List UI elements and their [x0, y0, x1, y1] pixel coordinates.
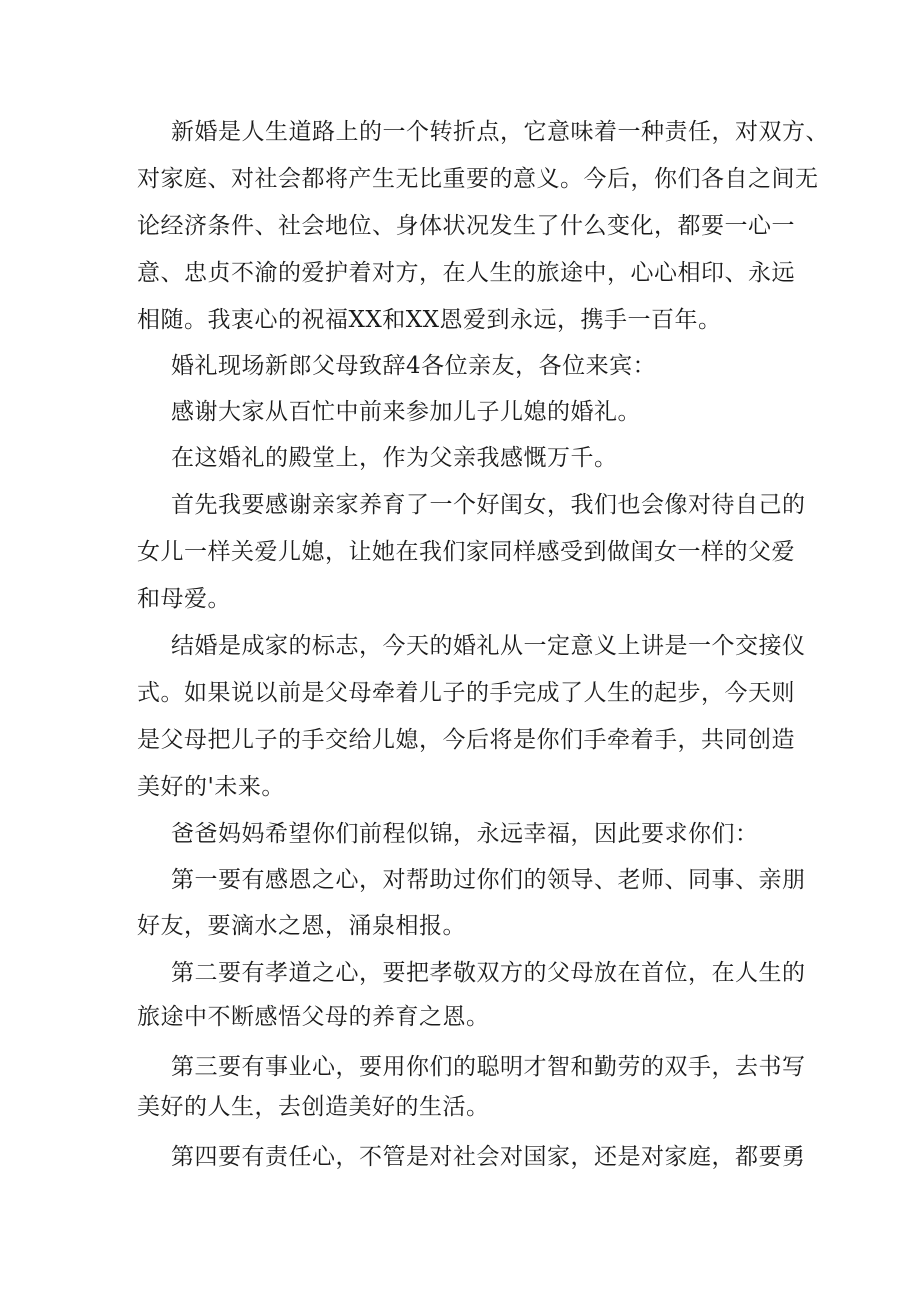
- text-line: 对家庭、对社会都将产生无比重要的意义。今后，你们各自之间无: [137, 166, 819, 192]
- text-line: 新婚是人生道路上的一个转折点，它意味着一种责任，对双方、: [171, 119, 829, 145]
- text-line: 美好的'未来。: [137, 774, 285, 800]
- text-line: 和母爱。: [137, 586, 231, 612]
- text-line: 美好的人生，去创造美好的生活。: [137, 1094, 490, 1120]
- text-line: 感谢大家从百忙中前来参加儿子儿媳的婚礼。: [171, 399, 641, 425]
- text-line: 在这婚礼的殿堂上，作为父亲我感慨万千。: [171, 445, 618, 471]
- text-line: 婚礼现场新郎父母致辞4各位亲友，各位来宾：: [171, 353, 657, 379]
- text-line: 第三要有事业心，要用你们的聪明才智和勤劳的双手，去书写: [171, 1054, 806, 1080]
- text-line: 意、忠贞不渝的爱护着对方，在人生的旅途中，心心相印、永远: [137, 260, 795, 286]
- text-line: 首先我要感谢亲家养育了一个好闺女，我们也会像对待自己的: [171, 492, 806, 518]
- text-line: 女儿一样关爱儿媳，让她在我们家同样感受到做闺女一样的父爱: [137, 539, 795, 565]
- text-line: 结婚是成家的标志，今天的婚礼从一定意义上讲是一个交接仪: [171, 633, 806, 659]
- text-line: 第二要有孝道之心，要把孝敬双方的父母放在首位，在人生的: [171, 960, 806, 986]
- text-line: 相随。我衷心的祝福XX和XX恩爱到永远，携手一百年。: [137, 307, 722, 333]
- text-line: 论经济条件、社会地位、身体状况发生了什么变化，都要一心一: [137, 213, 795, 239]
- text-line: 好友，要滴水之恩，涌泉相报。: [137, 913, 466, 939]
- text-line: 式。如果说以前是父母牵着儿子的手完成了人生的起步，今天则: [137, 680, 795, 706]
- text-line: 旅途中不断感悟父母的养育之恩。: [137, 1004, 490, 1030]
- text-line: 第一要有感恩之心，对帮助过你们的领导、老师、同事、亲朋: [171, 867, 806, 893]
- text-line: 是父母把儿子的手交给儿媳，今后将是你们手牵着手，共同创造: [137, 727, 795, 753]
- text-line: 第四要有责任心，不管是对社会对国家，还是对家庭，都要勇: [171, 1144, 806, 1170]
- text-line: 爸爸妈妈希望你们前程似锦，永远幸福，因此要求你们：: [171, 821, 759, 847]
